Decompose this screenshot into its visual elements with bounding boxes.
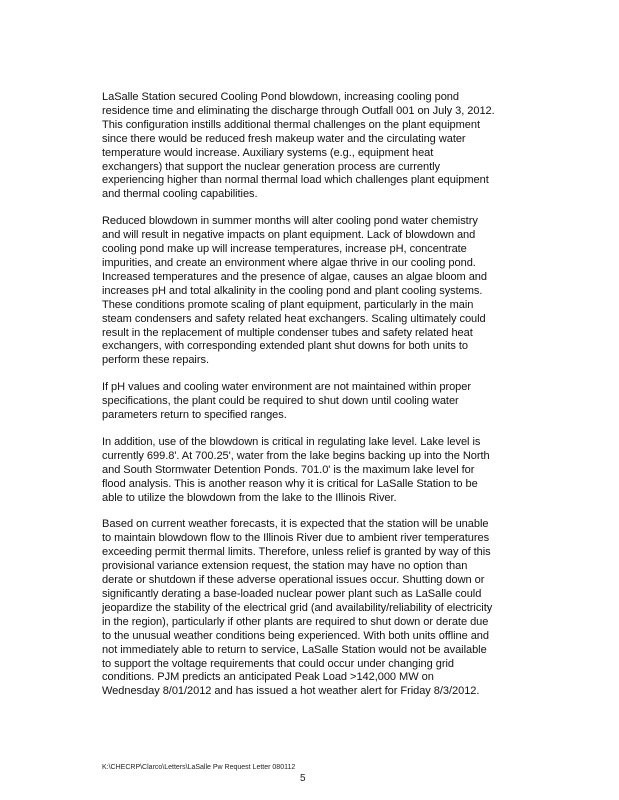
text-line: significantly derating a base-loaded nuclear power plant such as LaSalle could: [102, 588, 482, 600]
paragraph-ph-values: [102, 381, 520, 423]
text-line: in the region), particularly if other plants are required to shut down or derate due: [102, 615, 489, 628]
paragraph-reduced-blowdown: [102, 215, 520, 368]
text-line: cooling pond make up will increase temperatures, increase pH, concentrate: [102, 243, 467, 256]
text-line: Based on current weather forecasts, it is expected that the station will be unable: [102, 518, 489, 531]
text-line: Wednesday 8/01/2012 and has issued a hot weather alert for Friday 8/3/2012.: [102, 685, 480, 698]
text-line: and South Stormwater Detention Ponds. 701.0' is the maximum lake level for: [102, 463, 475, 476]
text-line: increases pH and total alkalinity in the cooling pond and plant cooling systems.: [102, 284, 483, 297]
text-line: specifications, the plant could be required to shut down until cooling water: [102, 395, 459, 408]
text-line: jeopardize the stability of the electrical grid (and availability/reliability of electricity: [102, 601, 493, 614]
paragraph-lake-level: [102, 436, 520, 506]
text-line: and thermal cooling capabilities.: [102, 188, 258, 201]
paragraph-cooling-pond-blowdown: [102, 91, 520, 202]
text-line: impurities, and create an environment where algae thrive in our cooling pond.: [102, 256, 476, 269]
text-line: to support the voltage requirements that could occur under changing grid: [102, 657, 454, 670]
text-line: and will result in negative impacts on plant equipment. Lack of blowdown and: [102, 229, 476, 242]
text-line: conditions. PJM predicts an anticipated Peak Load >142,000 MW on: [102, 671, 434, 684]
text-line: able to utilize the blowdown from the lake to the Illinois River.: [102, 491, 397, 504]
text-line: currently 699.8'. At 700.25', water from the lake begins backing up into the North: [102, 449, 490, 462]
text-line: exceeding permit thermal limits. Therefore, unless relief is granted by way of this: [102, 546, 491, 559]
footer-file-path: K:\CHECRP\Clarco\Letters\LaSalle Pw Request Letter 080112: [102, 764, 296, 771]
text-line: to maintain blowdown flow to the Illinois River due to ambient river temperatures: [102, 532, 490, 545]
text-line: This configuration instills additional thermal challenges on the plant equipment: [102, 118, 480, 131]
text-line: to the unusual weather conditions being experienced. With both units offline and: [102, 629, 489, 642]
text-line: If pH values and cooling water environment are not maintained within proper: [102, 381, 471, 394]
page-number: 5: [300, 773, 306, 784]
text-line: exchangers) that support the nuclear generation process are currently: [102, 160, 440, 173]
paragraph-weather-forecast: [102, 518, 520, 699]
text-line: since there would be reduced fresh makeup water and the circulating water: [102, 132, 466, 145]
text-line: flood analysis. This is another reason why it is critical for LaSalle Station to be: [102, 477, 478, 490]
text-line: perform these repairs.: [102, 354, 209, 367]
text-line: In addition, use of the blowdown is critical in regulating lake level. Lake level is: [102, 435, 481, 448]
text-line: exchangers, with corresponding extended plant shut downs for both units to: [102, 340, 468, 353]
text-line: Increased temperatures and the presence of algae, causes an algae bloom and: [102, 270, 487, 283]
text-line: experiencing higher than normal thermal load which challenges plant equipment: [102, 174, 489, 187]
text-line: steam condensers and safety related heat exchangers. Scaling ultimately could: [102, 312, 486, 325]
text-line: not immediately able to return to service, LaSalle Station would not be available: [102, 643, 487, 656]
text-line: parameters return to specified ranges.: [102, 409, 287, 422]
text-line: provisional variance extension request, the station may have no option than: [102, 560, 468, 573]
text-line: residence time and eliminating the discharge through Outfall 001 on July 3, 2012.: [102, 104, 495, 117]
text-line: Reduced blowdown in summer months will alter cooling pond water chemistry: [102, 215, 478, 228]
text-line: These conditions promote scaling of plant equipment, particularly in the main: [102, 298, 474, 311]
text-line: LaSalle Station secured Cooling Pond blowdown, increasing cooling pond: [102, 91, 459, 103]
text-line: result in the replacement of multiple condenser tubes and safety related heat: [102, 326, 473, 339]
document-body: [102, 91, 520, 712]
text-line: temperature would increase. Auxiliary systems (e.g., equipment heat: [102, 146, 434, 159]
text-line: derate or shutdown if these adverse operational issues occur. Shutting down or: [102, 574, 485, 587]
